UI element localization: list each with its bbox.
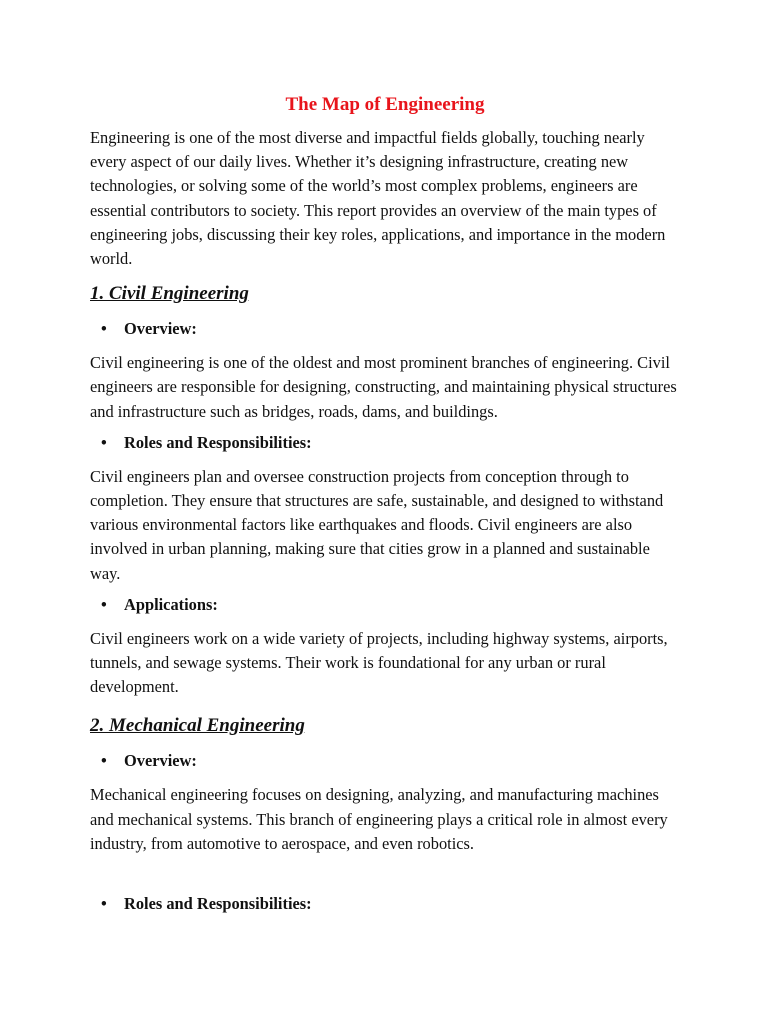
bullet-civil-overview — [90, 317, 680, 341]
bullet-civil-roles — [90, 431, 680, 455]
mechanical-overview-paragraph: Mechanical engineering focuses on designing, analyzing, and manufacturing machines and mechanical systems. This branch of engineering plays a critical role in almost every industry, from automotive to aerospace, and even robotics. — [90, 785, 668, 853]
civil-applications-paragraph: Civil engineers work on a wide variety of projects, including highway systems, airports, tunnels, and sewage systems. Their work is foundational for any urban or rural development. — [90, 628, 668, 697]
civil-overview-paragraph: Civil engineering is one of the oldest and most prominent branches of engineering. Civil engineers are responsible for designing, constructing, and maintaining physical structures and infrastructure such as bridges, roads, dams, and buildings. — [90, 353, 677, 421]
bullet-civil-applications — [90, 593, 680, 617]
bullet-icon: • — [101, 894, 107, 914]
section-heading-civil: 1. Civil Engineering — [90, 283, 249, 305]
bullet-label: Roles and Responsibilities: — [124, 432, 312, 452]
bullet-label: Overview: — [124, 319, 197, 339]
bullet-icon: • — [101, 594, 107, 614]
section-heading-mechanical: 2. Mechanical Engineering — [90, 715, 305, 737]
bullet-label: Overview: — [124, 751, 197, 771]
intro-paragraph: Engineering is one of the most diverse and impactful fields globally, touching nearly every aspect of our daily lives. Whether it’s designing infrastructure, creating new technologies, or solving some of the world’s most complex problems, engineers are essential contributors to society. This report provides an overview of the main types of engineering jobs, discussing their key roles, applications, and importance in the modern world. — [90, 128, 666, 269]
bullet-label: Roles and Responsibilities: — [124, 894, 312, 914]
bullet-icon: • — [101, 319, 107, 339]
bullet-label: Applications: — [124, 594, 218, 614]
document-title: The Map of Engineering — [285, 94, 485, 115]
bullet-icon: • — [101, 432, 107, 452]
bullet-mechanical-overview — [90, 749, 680, 773]
bullet-icon: • — [101, 751, 107, 771]
document-page — [90, 92, 680, 916]
civil-roles-paragraph: Civil engineers plan and oversee construction projects from conception through to completion. They ensure that structures are safe, sustainable, and designed to withstand various environmental factors like earthquakes and floods. Civil engineers are also involved in urban planning, making sure that cities grow in a planned and sustainable way. — [90, 466, 664, 583]
bullet-mechanical-roles — [90, 892, 680, 916]
